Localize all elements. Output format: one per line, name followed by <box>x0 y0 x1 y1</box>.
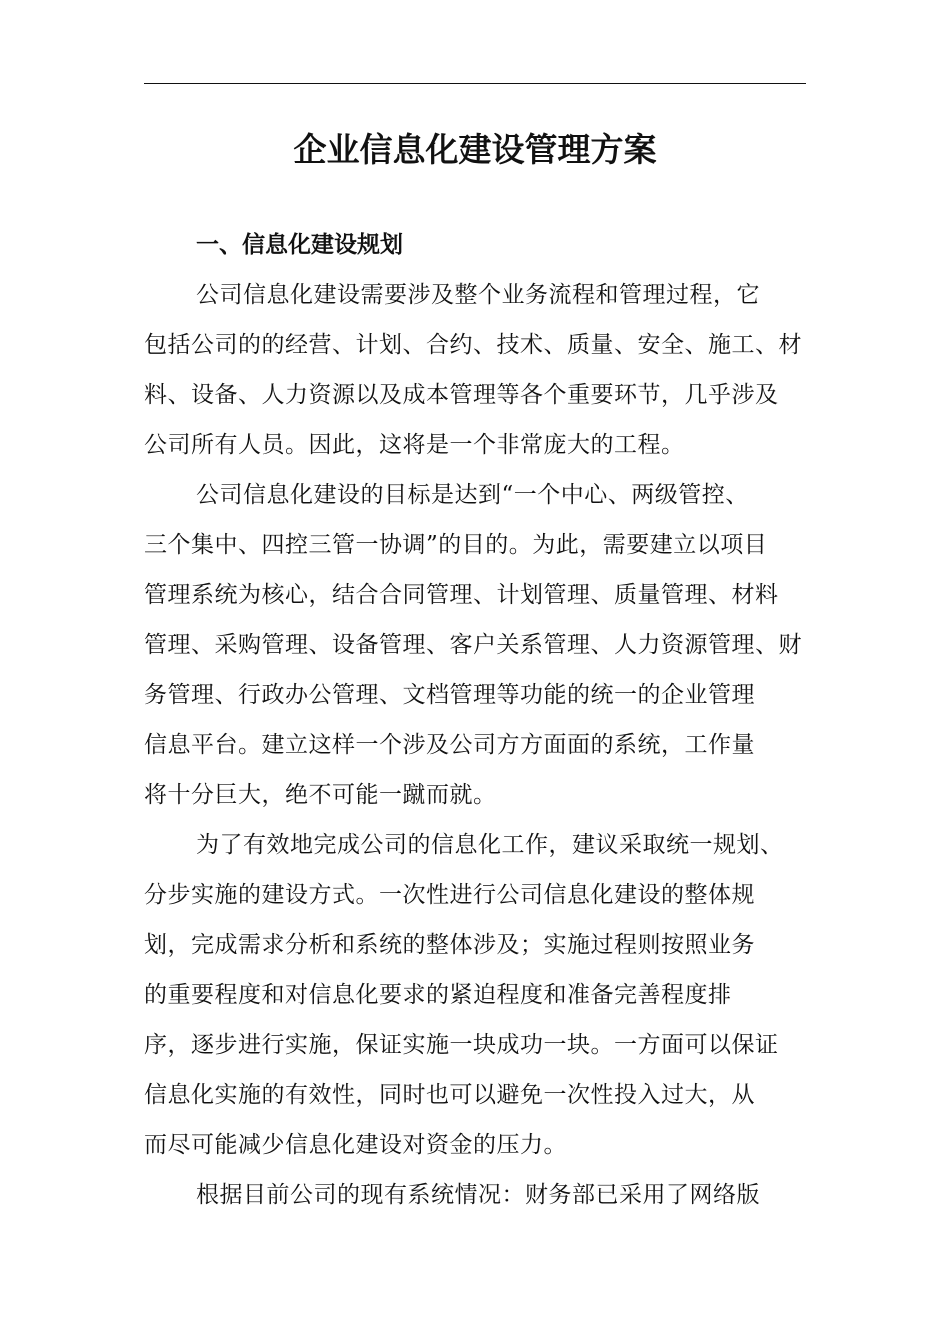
section-heading: 一、信息化建设规划 <box>196 232 403 258</box>
paragraph-line: 管理系统为核心，结合合同管理、计划管理、质量管理、材料 <box>144 582 779 608</box>
paragraph-1 <box>144 270 809 470</box>
paragraph-line: 信息平台。建立这样一个涉及公司方方面面的系统，工作量 <box>144 732 755 758</box>
paragraph-line: 划，完成需求分析和系统的整体涉及；实施过程则按照业务 <box>144 932 755 958</box>
paragraph-4 <box>144 1170 809 1220</box>
paragraph-3 <box>144 820 809 1170</box>
document-body <box>144 220 809 1220</box>
paragraph-line: 管理、采购管理、设备管理、客户关系管理、人力资源管理、财 <box>144 632 802 658</box>
paragraph-line: 为了有效地完成公司的信息化工作，建议采取统一规划、 <box>196 832 784 858</box>
paragraph-line: 务管理、行政办公管理、文档管理等功能的统一的企业管理 <box>144 682 755 708</box>
header-rule <box>144 83 806 84</box>
paragraph-line: 序，逐步进行实施，保证实施一块成功一块。一方面可以保证 <box>144 1032 779 1058</box>
paragraph-line: 而尽可能减少信息化建设对资金的压力。 <box>144 1132 567 1158</box>
paragraph-line: 根据目前公司的现有系统情况：财务部已采用了网络版 <box>196 1182 760 1208</box>
document-title: 企业信息化建设管理方案 <box>293 130 657 169</box>
paragraph-line: 三个集中、四控三管一协调”的目的。为此，需要建立以项目 <box>144 532 768 558</box>
paragraph-line: 公司所有人员。因此，这将是一个非常庞大的工程。 <box>144 432 685 458</box>
paragraph-line: 将十分巨大，绝不可能一蹴而就。 <box>144 782 497 808</box>
paragraph-line: 公司信息化建设需要涉及整个业务流程和管理过程，它 <box>196 282 760 308</box>
paragraph-line: 包括公司的的经营、计划、合约、技术、质量、安全、施工、材 <box>144 332 802 358</box>
paragraph-2 <box>144 470 809 820</box>
paragraph-line: 的重要程度和对信息化要求的紧迫程度和准备完善程度排 <box>144 982 732 1008</box>
paragraph-line: 料、设备、人力资源以及成本管理等各个重要环节，几乎涉及 <box>144 382 779 408</box>
paragraph-line: 分步实施的建设方式。一次性进行公司信息化建设的整体规 <box>144 882 755 908</box>
paragraph-line: 公司信息化建设的目标是达到“一个中心、两级管控、 <box>196 482 749 508</box>
paragraph-line: 信息化实施的有效性，同时也可以避免一次性投入过大，从 <box>144 1082 755 1108</box>
